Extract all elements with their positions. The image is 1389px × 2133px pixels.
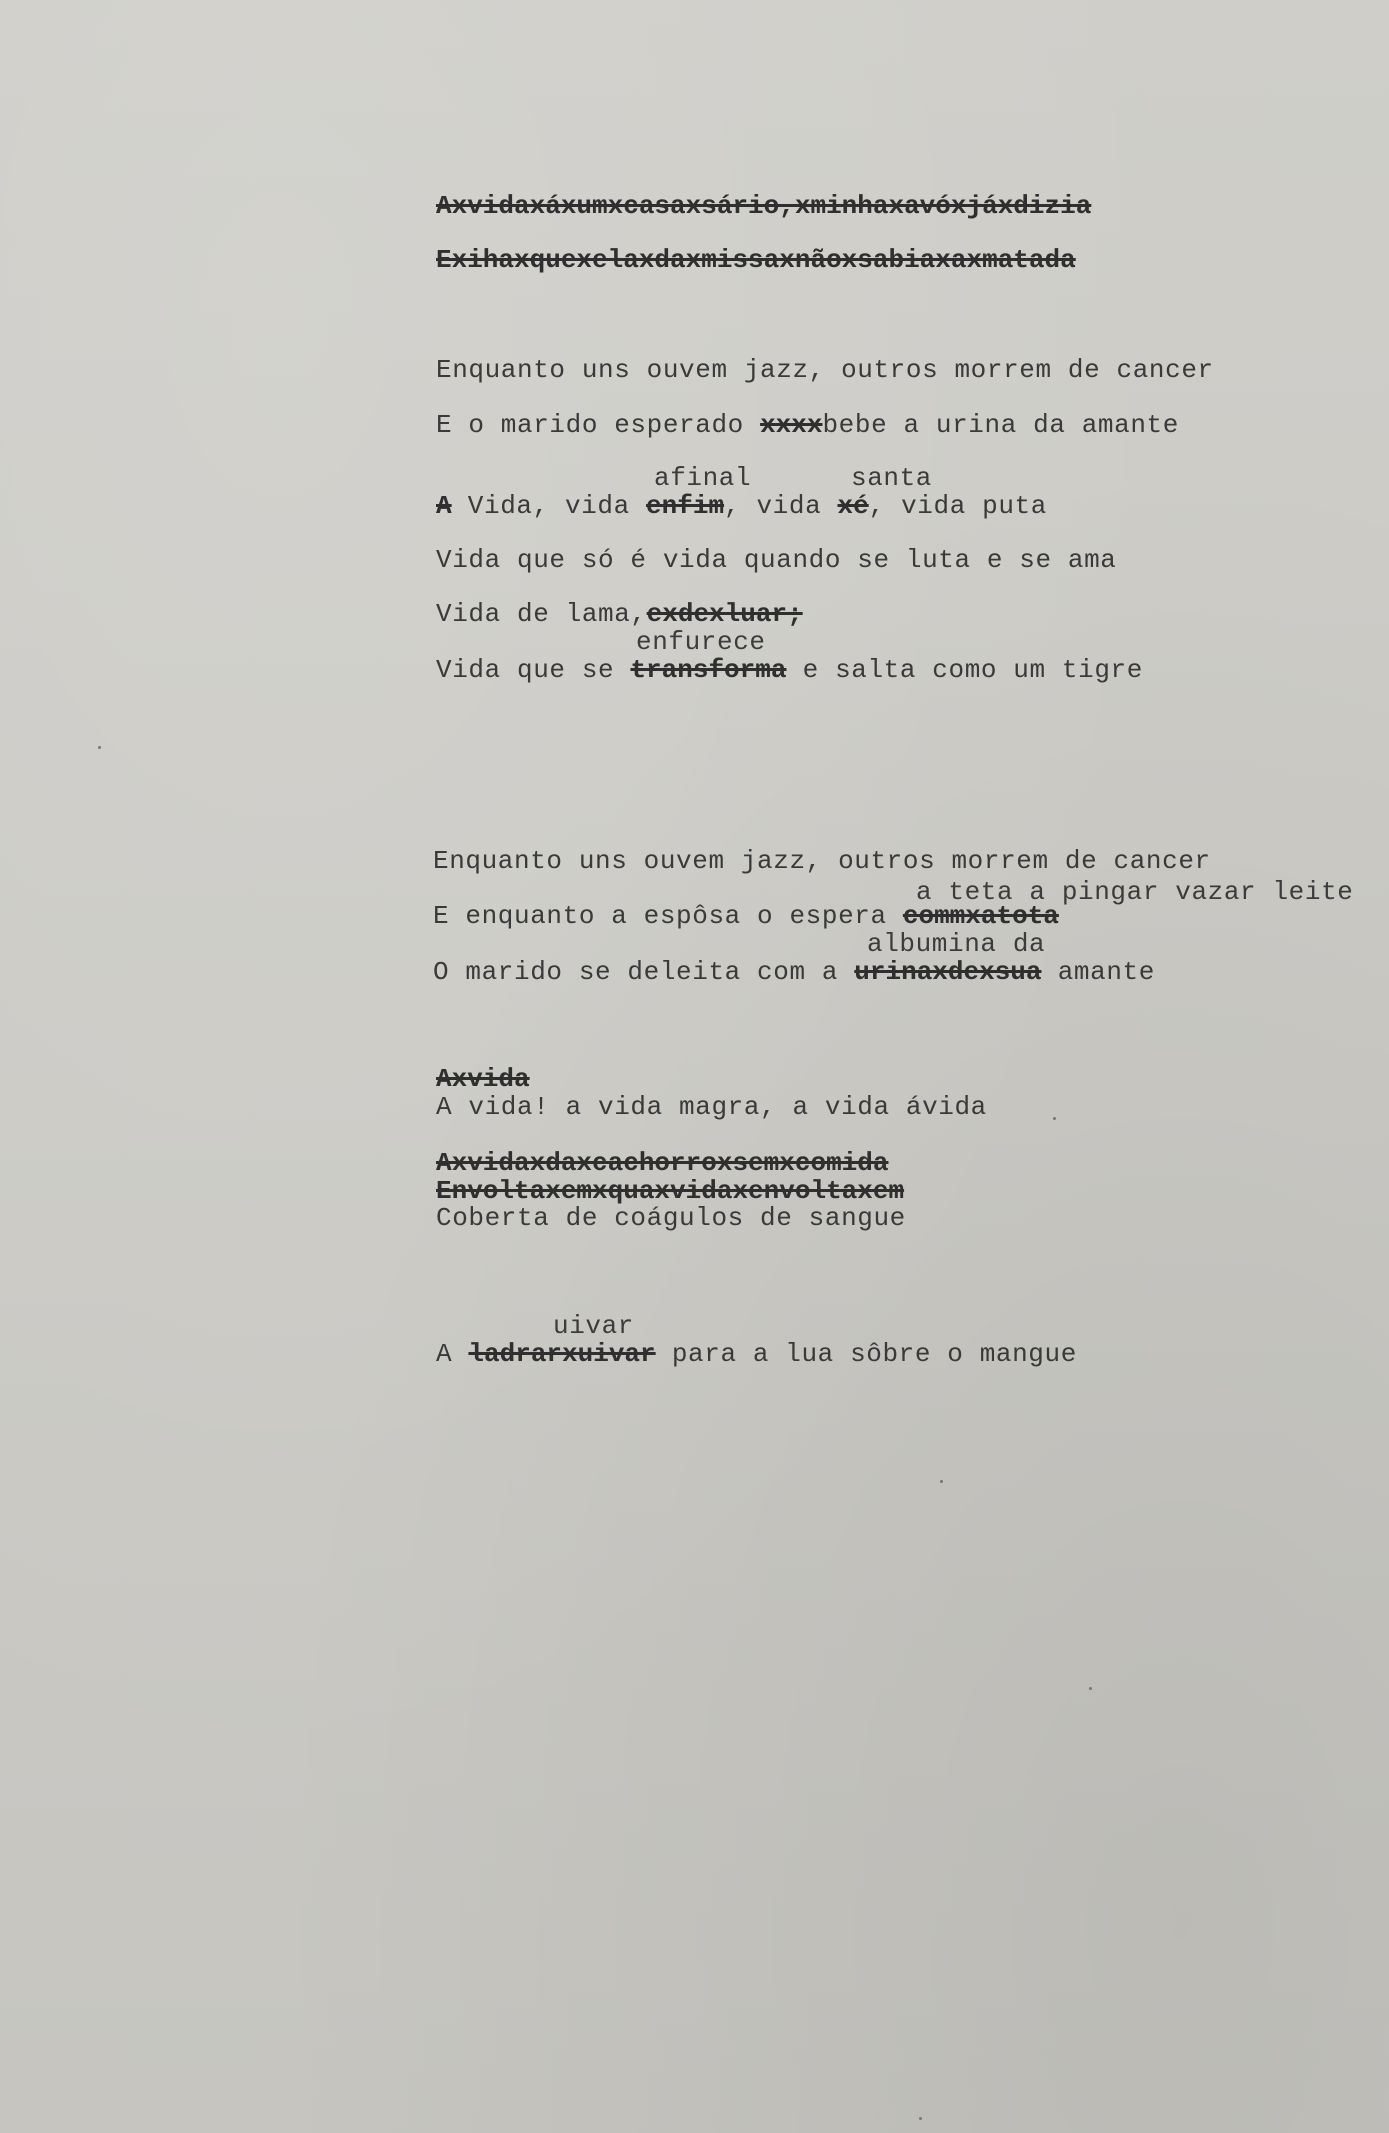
struck-line-15: Envoltaxemxquaxvidaxenvoltaxem (436, 1176, 905, 1206)
poem-line-11 (433, 957, 1155, 987)
text: amante (1041, 957, 1155, 987)
paper-speck (1089, 1687, 1092, 1690)
correction-teta: a teta a pingar vazar leite (916, 877, 1354, 907)
text: , vida puta (868, 491, 1047, 521)
text: para a lua sôbre o mangue (655, 1339, 1077, 1369)
strikeout: ladrarxuivar (468, 1339, 656, 1369)
paper-speck (919, 2117, 922, 2120)
struck-line-1: Axvidaxáxumxcasaxsário,xminhaxavóxjáxdizia (436, 191, 1092, 221)
strikeout: transforma (630, 655, 787, 685)
text: bebe a urina da amante (822, 410, 1179, 440)
text: A (436, 1339, 469, 1369)
strikeout: A (436, 491, 452, 521)
text: E enquanto a espôsa o espera (433, 901, 903, 931)
poem-line-3: Enquanto uns ouvem jazz, outros morrem de cancer (436, 355, 1214, 385)
strikeout: xxxx (760, 410, 823, 440)
poem-line-4 (436, 410, 1179, 440)
correction-albumina: albumina da (867, 929, 1046, 959)
poem-line-5 (436, 491, 1047, 521)
correction-santa: santa (851, 463, 933, 493)
poem-line-17 (436, 1339, 1077, 1369)
text: , vida (724, 491, 838, 521)
correction-uivar: uivar (553, 1311, 635, 1341)
struck-line-14: Axvidaxdaxcachorroxsemxcomida (436, 1148, 889, 1178)
poem-line-9: Enquanto uns ouvem jazz, outros morrem de cancer (433, 846, 1211, 876)
poem-line-16: Coberta de coágulos de sangue (436, 1203, 906, 1233)
correction-afinal: afinal (654, 463, 752, 493)
paper-speck (940, 1480, 943, 1483)
poem-line-13: A vida! a vida magra, a vida ávida (436, 1092, 987, 1122)
poem-line-8 (436, 655, 1143, 685)
strikeout: urinaxdexsua (854, 957, 1042, 987)
text: Vida que se (436, 655, 631, 685)
strikeout: xé (837, 491, 869, 521)
text: Vida de lama, (436, 599, 647, 629)
text: E o marido esperado (436, 410, 761, 440)
text: Vida, vida (451, 491, 647, 521)
correction-enfurece: enfurece (636, 627, 766, 657)
paper-speck (98, 746, 101, 749)
struck-line-2: Exihaxquexelaxdaxmissaxnãoxsabiaxaxmatada (436, 245, 1076, 275)
paper-speck (1053, 1117, 1056, 1120)
text: e salta como um tigre (786, 655, 1143, 685)
struck-line-12: Axvida (436, 1064, 530, 1094)
poem-line-7 (436, 599, 803, 629)
strikeout: commxatota (902, 901, 1059, 931)
text: O marido se deleita com a (433, 957, 855, 987)
poem-line-10 (433, 901, 1059, 931)
strikeout: exdexluar; (646, 599, 803, 629)
strikeout: enfim (646, 491, 725, 521)
poem-line-6: Vida que só é vida quando se luta e se ama (436, 545, 1117, 575)
